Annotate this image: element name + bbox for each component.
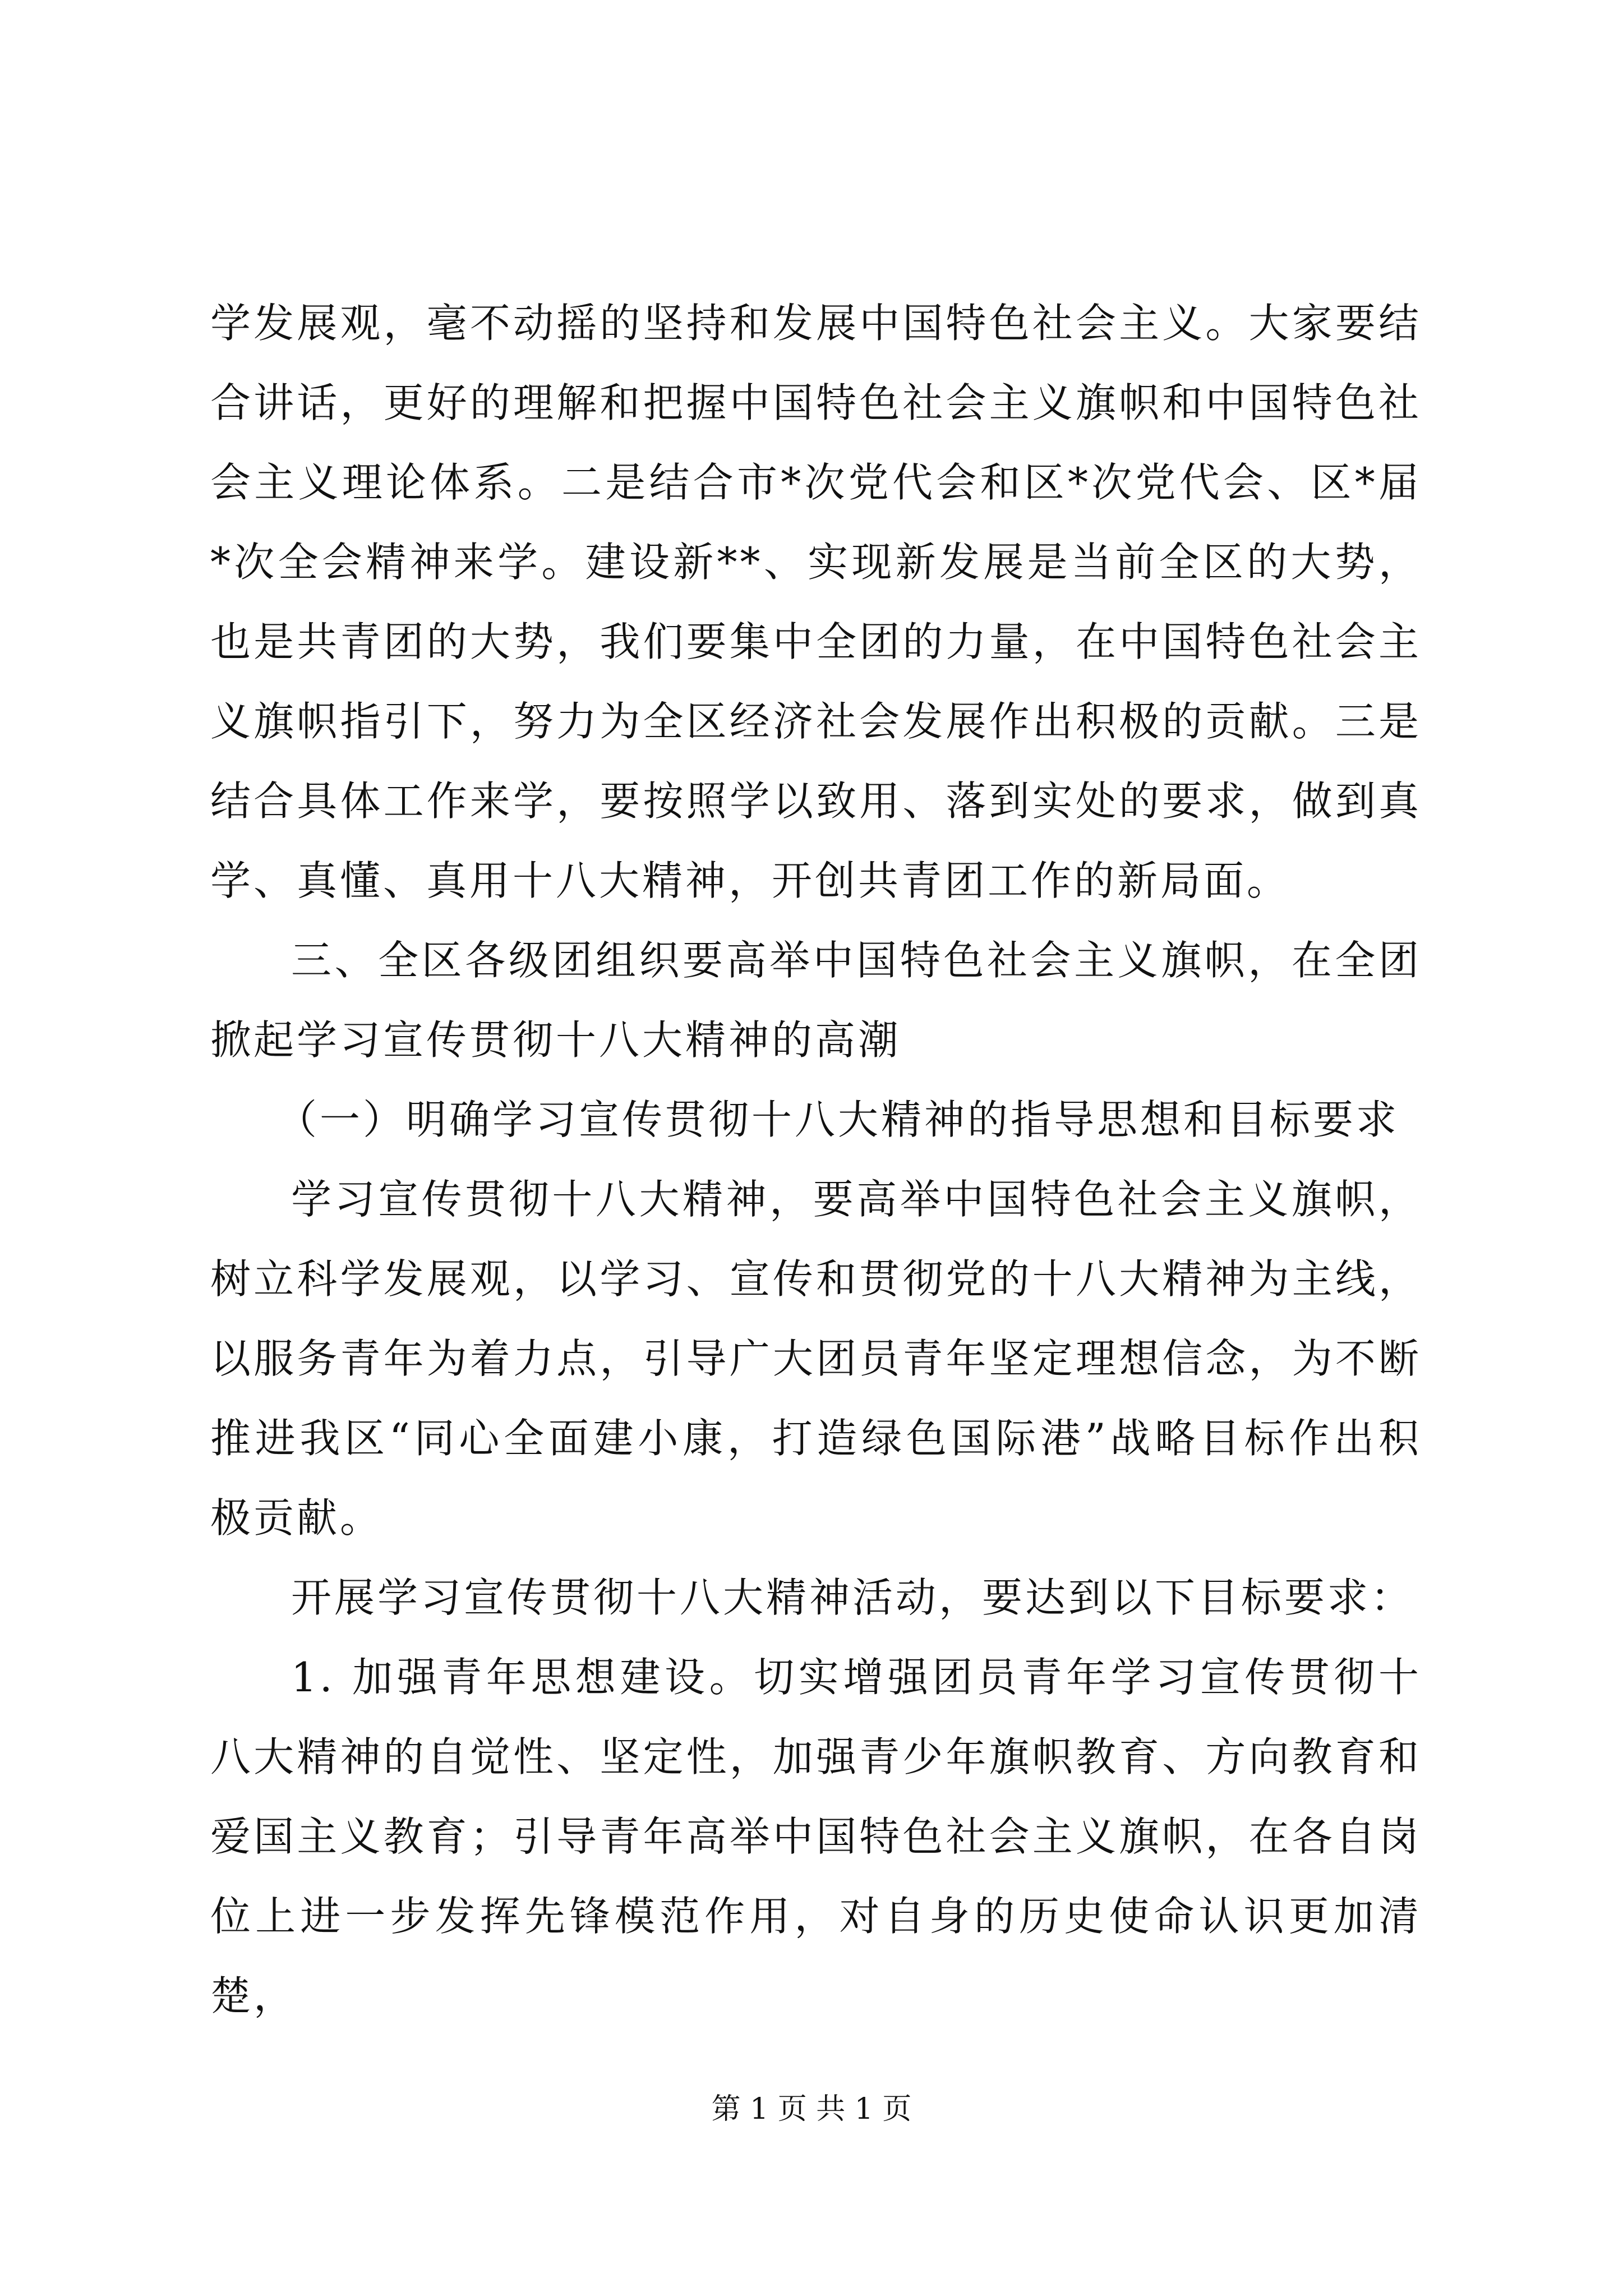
paragraph-continuation: 学发展观，毫不动摇的坚持和发展中国特色社会主义。大家要结合讲话，更好的理解和把握中国特色社会主义旗帜和中国特色社会主义理论体系。二是结合市*次党代会和区*次党代会、区*届*次全会精神来学。建设新**、实现新发展是当前全区的大势，也是共青团的大势，我们要集中全团的力量，在中国特色社会主义旗帜指引下，努力为全区经济社会发展作出积极的贡献。三是结合具体工作来学，要按照学以致用、落到实处的要求，做到真学、真懂、真用十八大精神，开创共青团工作的新局面。 (210, 300, 1422, 904)
subsection-heading-one: （一）明确学习宣传贯彻十八大精神的指导思想和目标要求 (276, 1096, 1400, 1143)
list-item-goal-1: 1. 加强青年思想建设。切实增强团员青年学习宣传贯彻十八大精神的自觉性、坚定性，加强青少年旗帜教育、方向教育和爱国主义教育；引导青年高举中国特色社会主义旗帜，在各自岗位上进一步发挥先锋模范作用，对自身的历史使命认识更加清楚， (210, 1654, 1422, 2019)
section-heading-three: 三、全区各级团组织要高举中国特色社会主义旗帜，在全团掀起学习宣传贯彻十八大精神的高潮 (210, 937, 1422, 1064)
document-body (210, 283, 1422, 2036)
page-footer: 第 1 页 共 1 页 (711, 2092, 912, 2126)
paragraph-guiding-ideology: 学习宣传贯彻十八大精神，要高举中国特色社会主义旗帜，树立科学发展观，以学习、宣传和贯彻党的十八大精神为主线，以服务青年为着力点，引导广大团员青年坚定理想信念，为不断推进我区“同心全面建小康，打造绿色国际港”战略目标作出积极贡献。 (210, 1176, 1422, 1542)
paragraph-goals-intro: 开展学习宣传贯彻十八大精神活动，要达到以下目标要求： (291, 1574, 1414, 1621)
